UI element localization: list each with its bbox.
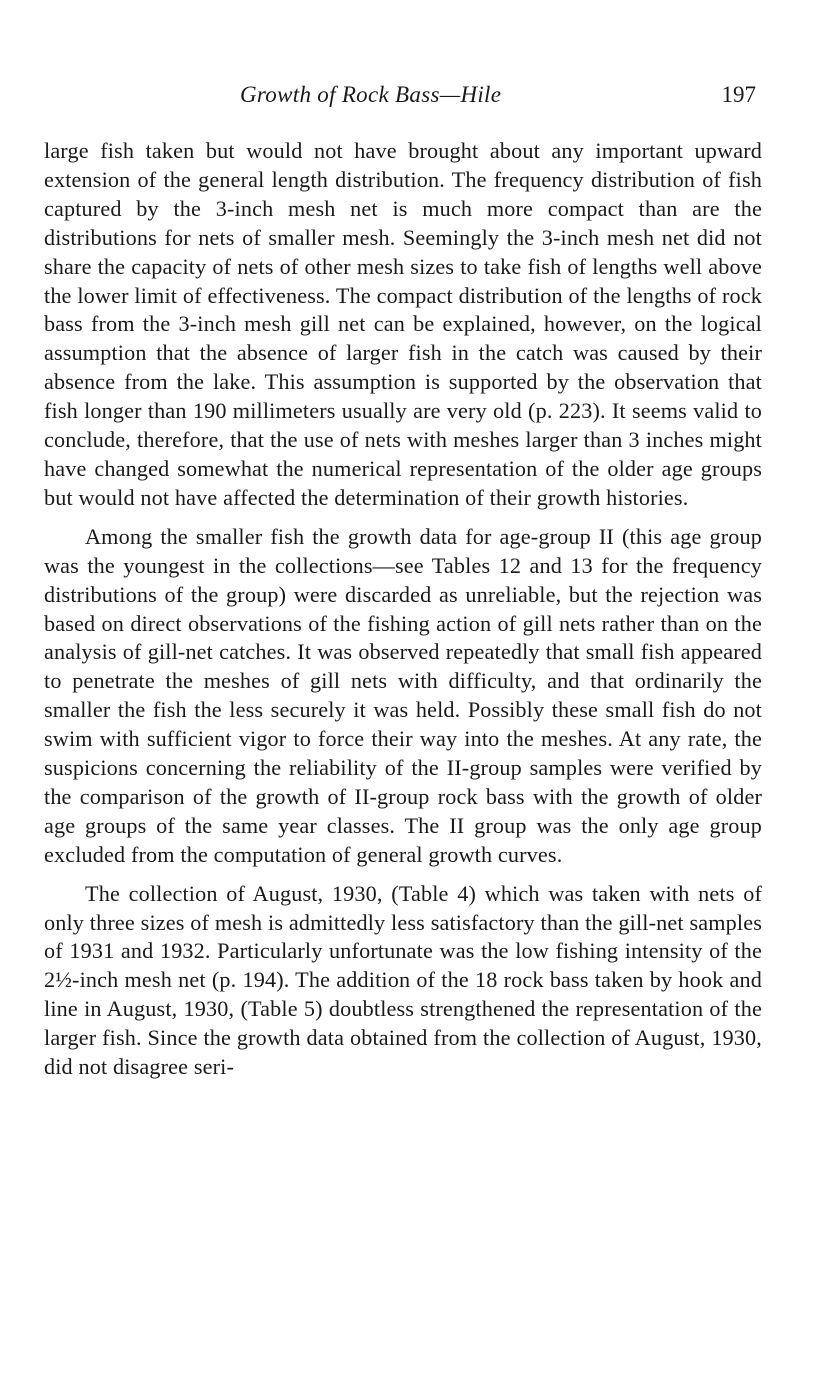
paragraph-continuation: large fish taken but would not have brought about any important upward extension of the general length distribution. The frequency distribution of fish captured by the 3-inch mesh net is much more compact than are the distributions for nets of smaller mesh. Seemingly the 3-inch mesh net did not share the capacity of nets of other mesh sizes to take fish of lengths well above the lower limit of effectiveness. The compact distribution of the lengths of rock bass from the 3-inch mesh gill net can be explained, however, on the logical assumption that the absence of larger fish in the catch was caused by their absence from the lake. This assumption is supported by the observation that fish longer than 190 millimeters usually are very old (p. 223). It seems valid to conclude, therefore, that the use of nets with meshes larger than 3 inches might have changed somewhat the numerical representation of the older age groups but would not have affected the determination of their growth histories. xyxy=(44,138,762,510)
body-text xyxy=(44,137,762,1082)
running-head xyxy=(44,76,762,116)
paragraph-august-1930-collection: The collection of August, 1930, (Table 4) which was taken with nets of only three sizes of mesh is admittedly less satisfactory than the gill-net samples of 1931 and 1932. Particularly unfortunate was the low fishing intensity of the 2½-inch mesh net (p. 194). The addition of the 18 rock bass taken by hook and line in August, 1930, (Table 5) doubtless strengthened the representation of the larger fish. Since the growth data obtained from the collection of August, 1930, did not disagree seri- xyxy=(44,880,762,1080)
running-title: Growth of Rock Bass—Hile xyxy=(240,82,502,107)
paragraph-age-group-ii: Among the smaller fish the growth data for age-group II (this age group was the youngest in the collections—see Tables 12 and 13 for the frequency distributions of the group) were discarded as unreliable, but the rejection was based on direct observations of the fishing action of gill nets rather than on the analysis of gill-net catches. It was observed repeatedly that small fish appeared to penetrate the meshes of gill nets with difficulty, and that ordinarily the smaller the fish the less securely it was held. Possibly these small fish do not swim with sufficient vigor to force their way into the meshes. At any rate, the suspicions concerning the reliability of the II-group samples were verified by the comparison of the growth of II-group rock bass with the growth of older age groups of the same year classes. The II group was the only age group excluded from the computation of general growth curves. xyxy=(44,523,762,867)
page-number: 197 xyxy=(721,82,756,107)
book-page xyxy=(44,76,762,1082)
